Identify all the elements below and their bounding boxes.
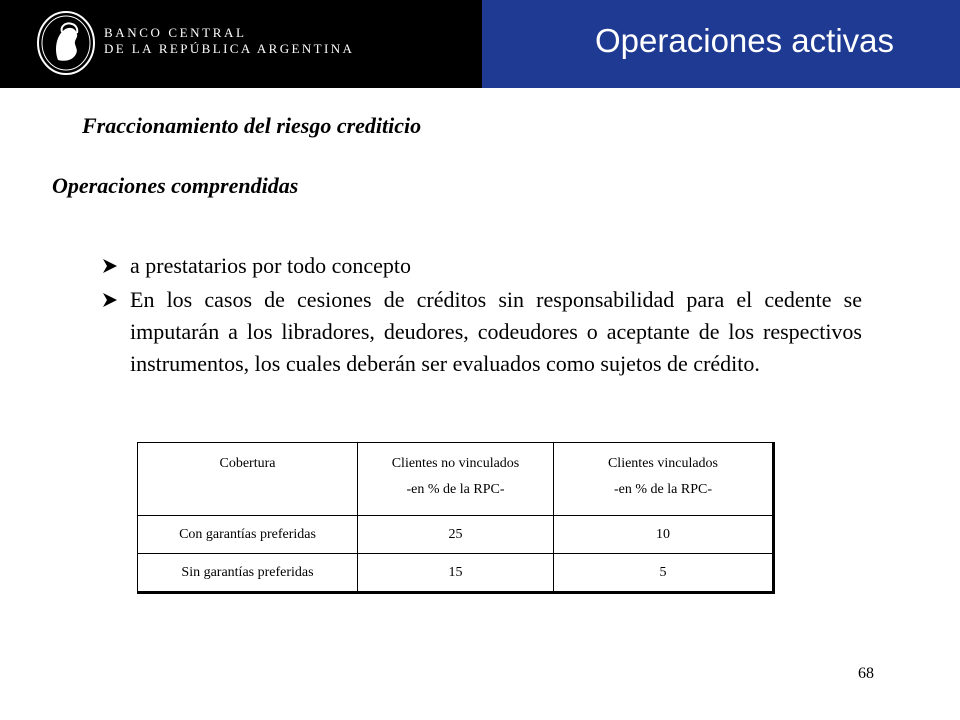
table-row	[138, 554, 774, 593]
column-header: Cobertura	[138, 443, 358, 516]
page-number: 68	[858, 665, 874, 682]
table-cell: 10	[554, 516, 774, 554]
table-cell: Con garantías preferidas	[138, 516, 358, 554]
header-logo-band	[0, 0, 482, 88]
bank-name-line1: BANCO CENTRAL	[104, 25, 247, 40]
column-header: Clientes no vinculados -en % de la RPC-	[358, 443, 554, 516]
bullet-text: En los casos de cesiones de créditos sin responsabilidad para el cedente se imputarán a los libradores, deudores, codeudores o aceptante de los respectivos instrumentos, los cuales deberán ser evaluados como sujetos de crédito.	[130, 287, 862, 376]
table-cell: 25	[358, 516, 554, 554]
table-header-row	[138, 443, 774, 516]
header-title-band	[482, 0, 960, 88]
bank-name-line2: DE LA REPÚBLICA ARGENTINA	[104, 41, 355, 56]
table-cell: 15	[358, 554, 554, 593]
table-row	[138, 516, 774, 554]
bullet-item	[102, 284, 862, 380]
table-cell: 5	[554, 554, 774, 593]
bullet-list	[102, 250, 862, 382]
page-title: Operaciones activas	[595, 22, 894, 59]
bullet-text: a prestatarios por todo concepto	[130, 253, 412, 278]
bcra-seal-icon	[36, 10, 96, 76]
coverage-table	[137, 442, 775, 594]
section-heading: Operaciones comprendidas	[52, 173, 299, 198]
table-cell: Sin garantías preferidas	[138, 554, 358, 593]
column-header: Clientes vinculados -en % de la RPC-	[554, 443, 774, 516]
slide-subtitle: Fraccionamiento del riesgo crediticio	[82, 113, 422, 138]
bullet-item	[102, 250, 862, 282]
